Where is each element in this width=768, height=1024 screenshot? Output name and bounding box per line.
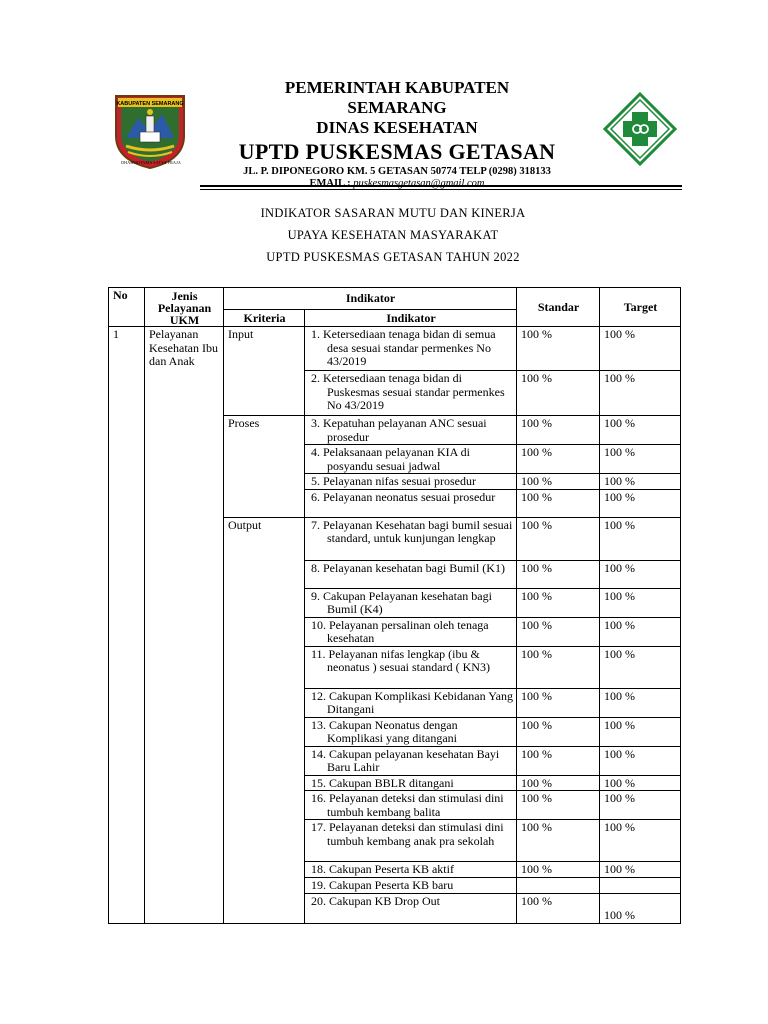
- row-number: 1: [109, 327, 145, 924]
- header-indikator: Indikator: [305, 310, 517, 327]
- target-15: 100 %: [600, 775, 681, 791]
- kriteria-proses: Proses: [224, 416, 305, 518]
- indikator-14: 14. Cakupan pelayanan kesehatan Bayi Baru Lahir: [305, 746, 517, 775]
- standar-4: 100 %: [517, 445, 600, 474]
- indikator-20: 20. Cakupan KB Drop Out: [305, 893, 517, 923]
- standar-1: 100 %: [517, 327, 600, 371]
- letterhead-rule-thick: [200, 185, 682, 187]
- title-line-3: UPTD PUSKESMAS GETASAN TAHUN 2022: [266, 250, 520, 264]
- target-1: 100 %: [600, 327, 681, 371]
- kriteria-output: Output: [224, 517, 305, 923]
- indikator-16: 16. Pelayanan deteksi dan stimulasi dini tumbuh kembang balita: [305, 791, 517, 820]
- target-6: 100 %: [600, 489, 681, 517]
- svg-text:KABUPATEN SEMARANG: KABUPATEN SEMARANG: [116, 101, 184, 107]
- indikator-1: 1. Ketersediaan tenaga bidan di semua desa sesuai standar permenkes No 43/2019: [305, 327, 517, 371]
- document-title: [108, 205, 678, 271]
- target-19: [600, 877, 681, 893]
- standar-18: 100 %: [517, 862, 600, 878]
- header-indikator-group: Indikator: [224, 288, 517, 310]
- letterhead: [0, 0, 768, 195]
- standar-11: 100 %: [517, 646, 600, 688]
- header-kriteria: Kriteria: [224, 310, 305, 327]
- standar-6: 100 %: [517, 489, 600, 517]
- target-2: 100 %: [600, 371, 681, 416]
- standar-9: 100 %: [517, 588, 600, 617]
- target-10: 100 %: [600, 617, 681, 646]
- standar-16: 100 %: [517, 791, 600, 820]
- target-13: 100 %: [600, 717, 681, 746]
- header-no: No: [109, 288, 145, 327]
- target-7: 100 %: [600, 517, 681, 560]
- target-4: 100 %: [600, 445, 681, 474]
- target-5: 100 %: [600, 474, 681, 490]
- standar-5: 100 %: [517, 474, 600, 490]
- kriteria-input: Input: [224, 327, 305, 416]
- jenis-pelayanan: Pelayanan Kesehatan Ibu dan Anak: [145, 327, 224, 924]
- title-line-1: INDIKATOR SASARAN MUTU DAN KINERJA: [260, 206, 526, 220]
- target-8: 100 %: [600, 560, 681, 588]
- target-9: 100 %: [600, 588, 681, 617]
- standar-14: 100 %: [517, 746, 600, 775]
- standar-17: 100 %: [517, 820, 600, 862]
- standar-7: 100 %: [517, 517, 600, 560]
- indikator-5: 5. Pelayanan nifas sesuai prosedur: [305, 474, 517, 490]
- letterhead-rule-thin: [200, 189, 682, 190]
- indikator-10: 10. Pelayanan persalinan oleh tenaga kesehatan: [305, 617, 517, 646]
- header-line-3: DINAS KESEHATAN: [316, 118, 478, 137]
- standar-10: 100 %: [517, 617, 600, 646]
- standar-15: 100 %: [517, 775, 600, 791]
- indicator-table: [108, 287, 681, 924]
- target-17: 100 %: [600, 820, 681, 862]
- indikator-9: 9. Cakupan Pelayanan kesehatan bagi Bumil (K4): [305, 588, 517, 617]
- header-line-1: PEMERINTAH KABUPATEN: [284, 78, 510, 97]
- indikator-19: 19. Cakupan Peserta KB baru: [305, 877, 517, 893]
- standar-20: 100 %: [517, 893, 600, 923]
- indikator-7: 7. Pelayanan Kesehatan bagi bumil sesuai standard, untuk kunjungan lengkap: [305, 517, 517, 560]
- indikator-17: 17. Pelayanan deteksi dan stimulasi dini tumbuh kembang anak pra sekolah: [305, 820, 517, 862]
- email-value: puskesmasgetasan@gmail.com: [353, 178, 485, 189]
- standar-19: [517, 877, 600, 893]
- header-jenis: Jenis Pelayanan UKM: [145, 288, 224, 327]
- indikator-3: 3. Kepatuhan pelayanan ANC sesuai prosedur: [305, 416, 517, 445]
- target-20: 100 %: [600, 893, 681, 923]
- header-target: Target: [600, 288, 681, 327]
- puskesmas-logo: [603, 92, 677, 166]
- kabupaten-semarang-logo: [112, 92, 188, 170]
- letterhead-text: [200, 78, 594, 190]
- logo-motto: DHARMOTAMA SATYA PRAJA: [121, 160, 181, 165]
- standar-13: 100 %: [517, 717, 600, 746]
- target-11: 100 %: [600, 646, 681, 688]
- title-line-2: UPAYA KESEHATAN MASYARAKAT: [287, 228, 499, 242]
- target-18: 100 %: [600, 862, 681, 878]
- target-16: 100 %: [600, 791, 681, 820]
- header-standar: Standar: [517, 288, 600, 327]
- indikator-2: 2. Ketersediaan tenaga bidan di Puskesmas sesuai standar permenkes No 43/2019: [305, 371, 517, 416]
- target-12: 100 %: [600, 688, 681, 717]
- indikator-8: 8. Pelayanan kesehatan bagi Bumil (K1): [305, 560, 517, 588]
- header-line-4: UPTD PUSKESMAS GETASAN: [238, 139, 556, 164]
- indikator-18: 18. Cakupan Peserta KB aktif: [305, 862, 517, 878]
- email-label: EMAIL :: [309, 178, 354, 189]
- indikator-12: 12. Cakupan Komplikasi Kebidanan Yang Ditangani: [305, 688, 517, 717]
- indikator-13: 13. Cakupan Neonatus dengan Komplikasi yang ditangani: [305, 717, 517, 746]
- standar-2: 100 %: [517, 371, 600, 416]
- indikator-11: 11. Pelayanan nifas lengkap (ibu & neonatus ) sesuai standard ( KN3): [305, 646, 517, 688]
- standar-12: 100 %: [517, 688, 600, 717]
- target-3: 100 %: [600, 416, 681, 445]
- indikator-6: 6. Pelayanan neonatus sesuai prosedur: [305, 489, 517, 517]
- target-14: 100 %: [600, 746, 681, 775]
- indikator-4: 4. Pelaksanaan pelayanan KIA di posyandu sesuai jadwal: [305, 445, 517, 474]
- indikator-15: 15. Cakupan BBLR ditangani: [305, 775, 517, 791]
- header-address: JL. P. DIPONEGORO KM. 5 GETASAN 50774 TELP (0298) 318133: [243, 166, 551, 177]
- header-line-2: SEMARANG: [347, 98, 447, 117]
- standar-8: 100 %: [517, 560, 600, 588]
- standar-3: 100 %: [517, 416, 600, 445]
